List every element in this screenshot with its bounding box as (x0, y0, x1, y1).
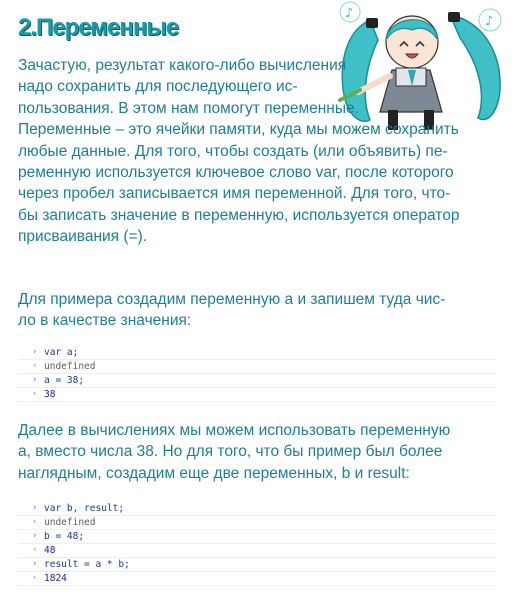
text-line: ло в качестве значения: (18, 312, 192, 330)
console-snippet-2 (18, 502, 496, 586)
result-icon: ‹ (32, 517, 38, 527)
prompt-icon: › (32, 503, 38, 513)
console-row (18, 516, 496, 530)
followup-paragraph (18, 420, 498, 484)
text-line: бы записать значение в переменную, используется оператор (18, 206, 460, 224)
text-line: наглядным, создадим еще две переменных, b и result: (18, 464, 410, 482)
console-row (18, 572, 496, 586)
text-line: Зачастую, результат какого-либо вычисления (18, 57, 347, 74)
console-text: 48 (44, 545, 56, 556)
prompt-icon: › (32, 375, 38, 385)
console-row (18, 502, 496, 516)
console-text: 1824 (44, 573, 67, 584)
result-icon: ‹ (32, 573, 38, 583)
console-text: undefined (44, 361, 96, 372)
console-text: result = a * b; (44, 559, 130, 570)
console-text: var a; (44, 347, 79, 358)
console-row (18, 346, 496, 360)
result-icon: ‹ (32, 389, 38, 399)
text-line: a, вместо числа 38. Но для того, что бы пример был более (18, 443, 443, 461)
console-text: b = 48; (44, 531, 85, 542)
page-title: 2.Переменные (18, 14, 179, 41)
console-text: var b, result; (44, 503, 125, 514)
console-snippet-1 (18, 346, 496, 402)
prompt-icon: › (32, 347, 38, 357)
result-icon: ‹ (32, 545, 38, 555)
text-line: Переменные – это ячейки памяти, куда мы можем сохранить (18, 121, 459, 139)
text-line: присваивания (=). (18, 228, 148, 246)
prompt-icon: › (32, 559, 38, 569)
console-row (18, 558, 496, 572)
text-line: любые данные. Для того, чтобы создать (или объявить) пе- (18, 142, 448, 160)
prompt-icon: › (32, 531, 38, 541)
text-line: надо сохранить для последующего ис- (18, 78, 298, 96)
svg-text:♪: ♪ (345, 6, 354, 21)
console-row (18, 360, 496, 374)
result-icon: ‹ (32, 361, 38, 371)
text-line: пользования. В этом нам помогут переменные. (18, 99, 359, 117)
text-line: ременную используется ключевое слово var, после которого (18, 164, 454, 182)
text-line: Для примера создадим переменную a и запишем туда чис- (18, 291, 446, 308)
text-line: через пробел записывается имя переменной. Для того, что- (18, 185, 451, 203)
intro-paragraph (18, 55, 498, 248)
console-row (18, 374, 496, 388)
console-row (18, 530, 496, 544)
text-line: Далее в вычислениях мы можем использовать переменную (18, 422, 451, 439)
console-row (18, 544, 496, 558)
console-text: a = 38; (44, 375, 85, 386)
console-text: undefined (44, 517, 96, 528)
svg-text:♪: ♪ (485, 14, 494, 29)
example-paragraph (18, 289, 498, 332)
console-row (18, 388, 496, 402)
console-text: 38 (44, 389, 56, 400)
